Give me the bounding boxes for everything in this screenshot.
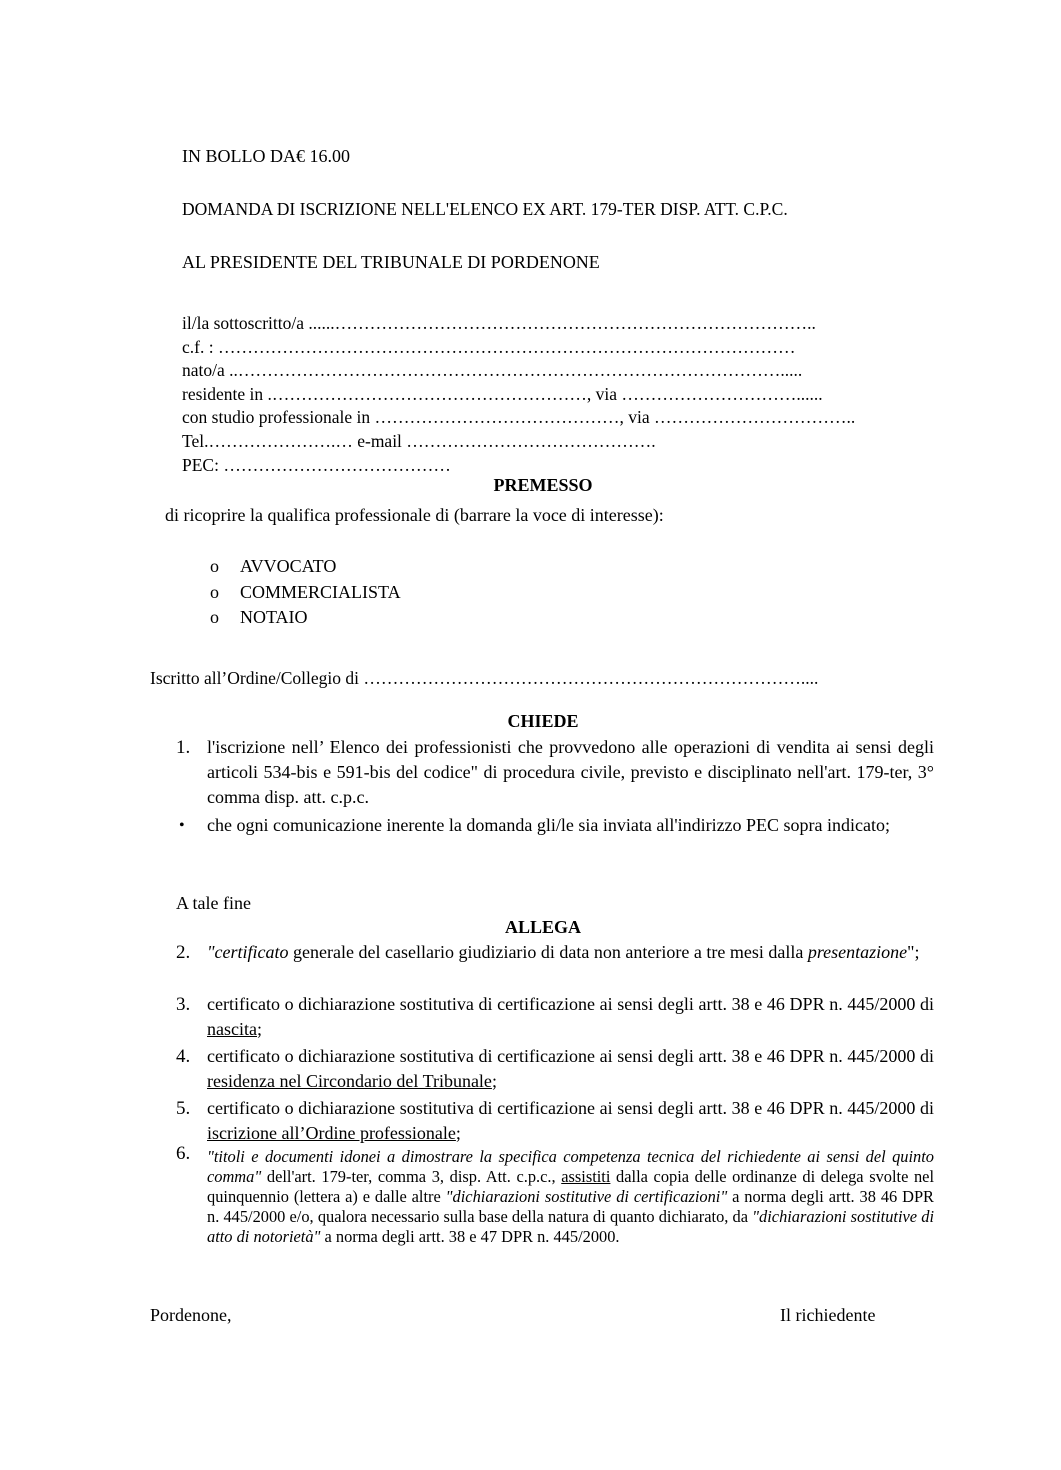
chiede-item-2 xyxy=(176,813,934,838)
item-number: 2. xyxy=(176,942,191,963)
option-notaio xyxy=(210,607,308,628)
field-undersigned: il/la sottoscritto/a ......……………………………………………………………………….. xyxy=(182,313,816,333)
document-title: DOMANDA DI ISCRIZIONE NELL'ELENCO EX ART. 179-TER DISP. ATT. C.P.C. xyxy=(182,199,788,219)
heading-allega: ALLEGA xyxy=(504,917,582,937)
item-text: certificato o dichiarazione sostitutiva di certificazione ai sensi degli artt. 38 e 46 DPR n. 445/2000 di nascita; xyxy=(207,994,934,1039)
field-residence: residente in .………………………………………………, via …………………………...... xyxy=(182,384,823,404)
option-label: COMMERCIALISTA xyxy=(240,582,401,602)
order-membership: Iscritto all’Ordine/Collegio di ………………………………………………………………….... xyxy=(150,668,819,688)
premesso-intro: di ricoprire la qualifica professionale di (barrare la voce di interesse): xyxy=(165,505,664,525)
place-label: Pordenone, xyxy=(150,1305,232,1325)
item-number: 4. xyxy=(176,1046,191,1067)
bullet-icon: • xyxy=(179,817,185,834)
heading-chiede: CHIEDE xyxy=(507,711,579,731)
item-text: certificato o dichiarazione sostitutiva di certificazione ai sensi degli artt. 38 e 46 DPR n. 445/2000 di residenza nel Circondario del Tribunale; xyxy=(207,1046,934,1091)
field-contacts: Tel.………………….… e-mail ……………………………………. xyxy=(182,431,656,451)
item-text: l'iscrizione nell’ Elenco dei professionisti che provvedono alle operazioni di vendita ai sensi degli articoli 534-bis e 591-bis del codice" di procedura civile, previsto e disciplinato nell'art. 179-ter, 3° comma disp. att. c.p.c. xyxy=(207,737,934,807)
item-text: certificato o dichiarazione sostitutiva di certificazione ai sensi degli artt. 38 e 46 DPR n. 445/2000 di iscrizione all’Ordine professionale; xyxy=(207,1098,934,1143)
signature-label: Il richiedente xyxy=(780,1305,876,1325)
field-cf: c.f. : ……………………………………………………………………………………… xyxy=(182,337,796,357)
option-marker: o xyxy=(210,607,219,627)
allega-item-5 xyxy=(176,1096,934,1146)
option-label: NOTAIO xyxy=(240,607,308,627)
option-label: AVVOCATO xyxy=(240,556,337,576)
allega-item-3 xyxy=(176,992,934,1042)
item-text: "titoli e documenti idonei a dimostrare la specifica competenza tecnica del richiedente ai sensi del quinto comma" dell'art. 179-ter, comma 3, disp. Att. c.p.c., assistiti dalla copia delle ordinanze di delega svolte nel quinquennio (lettera a) e dalle altre "dichiarazioni sostitutive di certificazioni" a norma degli artt. 38 46 DPR n. 445/2000 e/o, qualora necessario sulla base della natura di quanto dichiarato, da "dichiarazioni sostitutive di atto di notorietà" a norma degli artt. 38 e 47 DPR n. 445/2000. xyxy=(207,1147,935,1246)
heading-premesso: PREMESSO xyxy=(493,475,593,495)
chiede-item-1 xyxy=(176,735,934,810)
field-pec: PEC: ………………………………… xyxy=(182,455,451,475)
item-number: 1. xyxy=(176,737,191,758)
item-text: che ogni comunicazione inerente la domanda gli/le sia inviata all'indirizzo PEC sopra indicato; xyxy=(207,815,891,835)
allega-item-4 xyxy=(176,1044,934,1094)
item-number: 6. xyxy=(176,1143,191,1164)
option-marker: o xyxy=(210,582,219,602)
item-text: "certificato generale del casellario giudiziario di data non anteriore a tre mesi dalla presentazione"; xyxy=(207,942,920,962)
option-commercialista xyxy=(210,582,401,603)
item-number: 3. xyxy=(176,994,191,1015)
field-studio: con studio professionale in ……………………………………, via …………………………….. xyxy=(182,407,856,427)
addressee: AL PRESIDENTE DEL TRIBUNALE DI PORDENONE xyxy=(182,252,600,272)
allega-lead: A tale fine xyxy=(176,893,251,913)
option-avvocato xyxy=(210,556,336,577)
stamp-duty: IN BOLLO DA€ 16.00 xyxy=(182,146,350,166)
allega-item-6 xyxy=(176,1143,935,1247)
allega-item-2 xyxy=(176,940,934,965)
option-marker: o xyxy=(210,556,219,576)
field-born: nato/a ..…………………………………………………………………………………..... xyxy=(182,360,803,380)
item-number: 5. xyxy=(176,1098,191,1119)
